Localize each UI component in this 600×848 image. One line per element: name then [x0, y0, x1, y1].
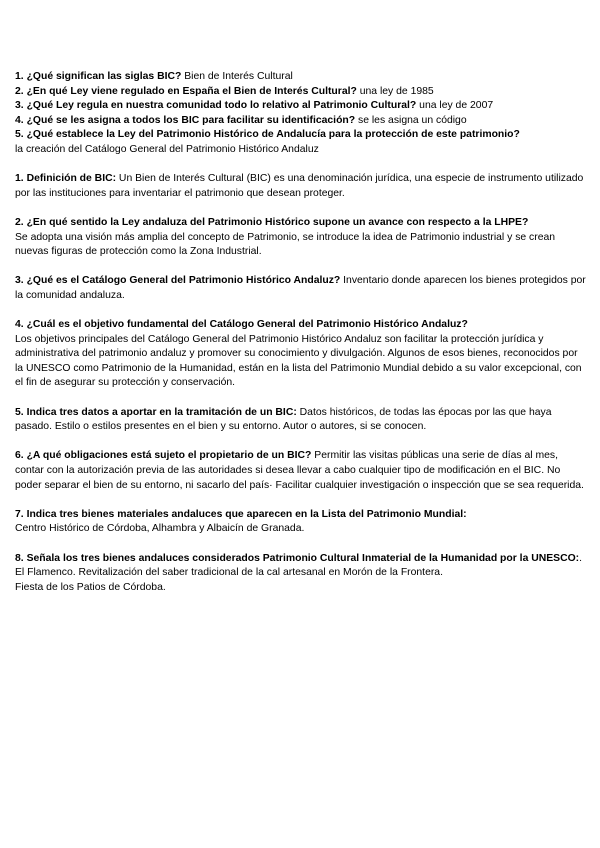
section-2 [15, 216, 587, 260]
intro-question-2 [15, 85, 587, 100]
question-label: 6. ¿A qué obligaciones está sujeto el propietario de un BIC? [15, 450, 312, 462]
answer-extra-text: Fiesta de los Patios de Córdoba. [15, 581, 166, 593]
section-8 [15, 552, 587, 596]
intro-question-4 [15, 114, 587, 129]
section-3 [15, 274, 587, 303]
section-1 [15, 172, 587, 201]
section-6 [15, 449, 587, 493]
question-label: 4. ¿Cuál es el objetivo fundamental del Catálogo General del Patrimonio Histórico Andaluz? [15, 319, 468, 331]
question-label: 1. ¿Qué significan las siglas BIC? [15, 71, 182, 82]
question-label: 3. ¿Qué es el Catálogo General del Patrimonio Histórico Andaluz? [15, 275, 341, 287]
document-page [15, 70, 587, 595]
answer-text: Un Bien de Interés Cultural (BIC) es una denominación jurídica, una especie de instrumento utilizado por las instituciones para inventariar el patrimonio que desean proteger. [15, 173, 584, 199]
question-label: 2. ¿En qué sentido la Ley andaluza del Patrimonio Histórico supone un avance con respecto a la LHPE? [15, 216, 529, 228]
answer-text: . El Flamenco. Revitalización del saber tradicional de la cal artesanal en Morón de la Frontera. [15, 552, 583, 579]
intro-question-5 [15, 128, 587, 157]
question-label: 5. ¿Qué establece la Ley del Patrimonio Histórico de Andalucía para la protección de este patrimonio? [15, 129, 520, 141]
section-4 [15, 318, 587, 391]
question-label: 5. Indica tres datos a aportar en la tramitación de un BIC: [15, 406, 297, 418]
question-label: 1. Definición de BIC: [15, 173, 117, 185]
answer-text: Los objetivos principales del Catálogo General del Patrimonio Histórico Andaluz son facilitar la protección jurídica y administrativa del patrimonio andaluz y promover su conocimiento y divulgación. Algunos de esos bienes, reconocidos por la UNESCO como Patrimonio de la Humanidad, están en la lista del Patrimonio Mundial debido a su valor excepcional, con el fin de asegurar su protección y conservación. [15, 333, 582, 389]
answer-text: Permitir las visitas públicas una serie de días al mes, contar con la autorización previa de las autoridades si desea llevar a cabo cualquier tipo de modificación en el BIC. No poder separar el bien de su entorno, ni sacarlo del país· Facilitar cualquier investigación o inspección que se sea requerida. [15, 450, 584, 491]
section-7 [15, 508, 587, 537]
intro-question-1 [15, 70, 587, 85]
answer-text: Se adopta una visión más amplia del concepto de Patrimonio, se introduce la idea de Patrimonio industrial y se crean nuevas figuras de protección como la Zona Industrial. [15, 231, 556, 258]
intro-question-3 [15, 99, 587, 114]
question-label: 4. ¿Qué se les asigna a todos los BIC para facilitar su identificación? [15, 114, 356, 126]
answer-text: Inventario donde aparecen los bienes protegidos por la comunidad andaluza. [15, 275, 586, 301]
answer-text: la creación del Catálogo General del Patrimonio Histórico Andaluz [15, 143, 319, 155]
question-label: 8. Señala los tres bienes andaluces considerados Patrimonio Cultural Inmaterial de la Humanidad por la UNESCO: [15, 552, 580, 564]
question-label: 7. Indica tres bienes materiales andaluces que aparecen en la Lista del Patrimonio Mundial: [15, 508, 467, 520]
answer-text: Datos históricos, de todas las épocas por las que haya pasado. Estilo o estilos presentes en el bien y su entorno. Autor o autores, si se conocen. [15, 406, 552, 433]
answer-text: se les asigna un código [355, 114, 467, 126]
answer-text: una ley de 2007 [416, 100, 494, 112]
answer-text: Bien de Interés Cultural [181, 71, 293, 82]
question-label: 2. ¿En qué Ley viene regulado en España el Bien de Interés Cultural? [15, 85, 357, 97]
section-5 [15, 406, 587, 435]
answer-text: Centro Histórico de Córdoba, Alhambra y Albaicín de Granada. [15, 523, 305, 535]
question-label: 3. ¿Qué Ley regula en nuestra comunidad todo lo relativo al Patrimonio Cultural? [15, 100, 417, 112]
answer-text: una ley de 1985 [356, 85, 434, 97]
